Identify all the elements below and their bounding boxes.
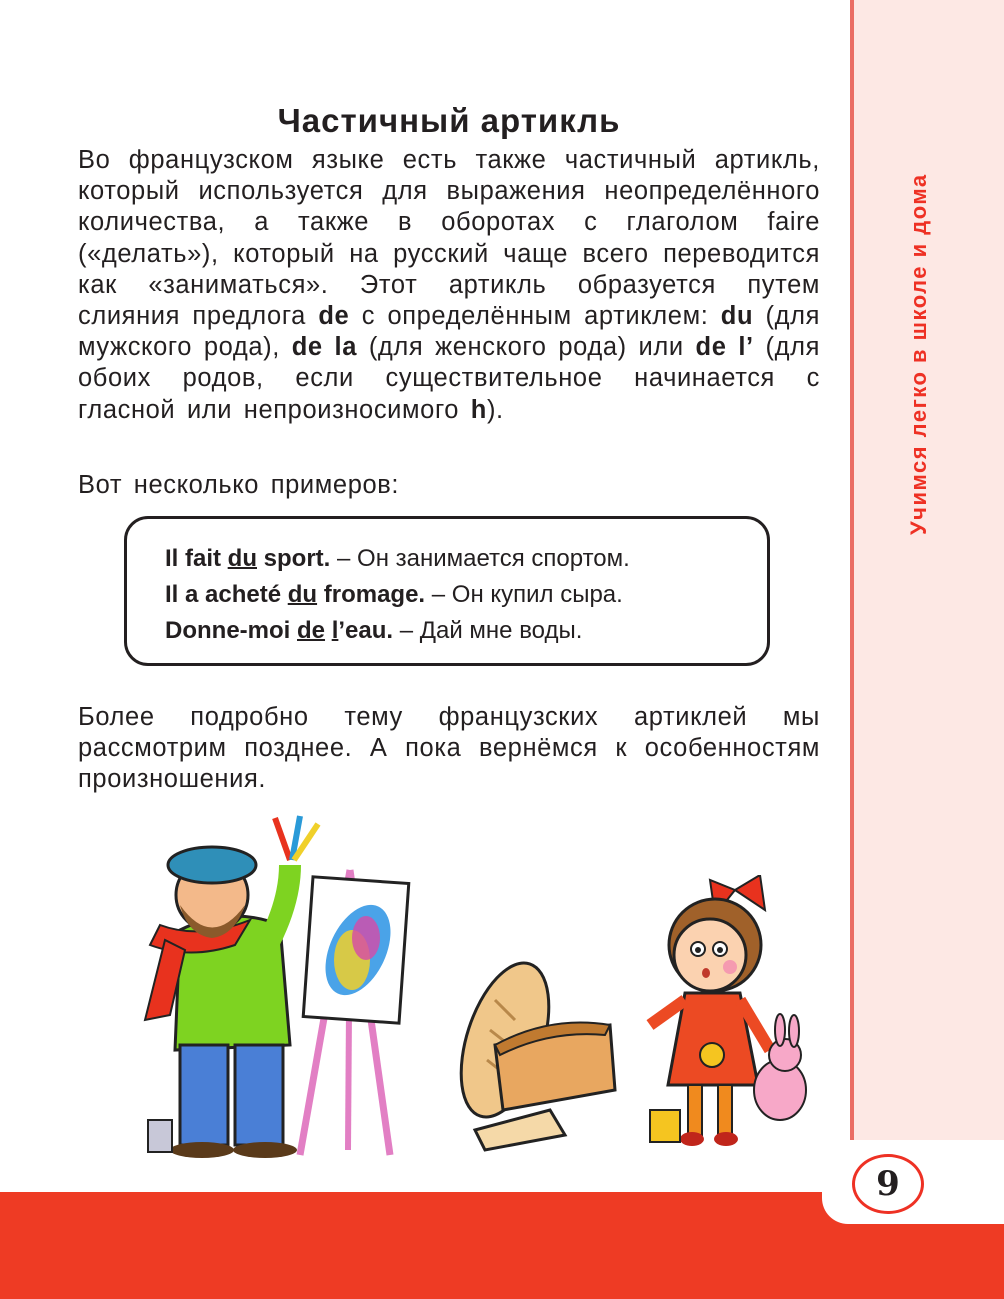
paragraph-text: с определённым артиклем: <box>349 302 721 331</box>
example-line <box>165 613 767 649</box>
intro-paragraph <box>78 145 820 426</box>
example-translation: – Он купил сыра. <box>425 581 623 608</box>
example-french: Donne-moi de l’eau. <box>165 617 394 644</box>
sidebar-band <box>850 0 1004 1140</box>
paragraph-text: ). <box>486 395 504 424</box>
bold-article-term: de l’ <box>695 333 754 362</box>
paragraph-text: (для обоих родов, если существительное начинается с гласной или непроизносимого <box>78 333 821 424</box>
partitive-article: du <box>287 581 318 608</box>
bold-article-term: de <box>318 302 350 331</box>
bold-article-term: du <box>720 302 754 331</box>
example-line <box>165 541 767 577</box>
bold-article-term: h <box>470 395 487 424</box>
sidebar-series-title: Учимся легко в школе и дома <box>906 173 931 535</box>
examples-box <box>124 516 770 666</box>
page-title: Частичный артикль <box>277 102 621 139</box>
partitive-article: de <box>297 617 326 644</box>
example-french: Il fait du sport. <box>165 545 331 572</box>
example-line <box>165 577 767 613</box>
girl-illustration <box>640 875 815 1155</box>
partitive-article: du <box>227 545 257 572</box>
painter-illustration <box>140 810 420 1165</box>
closing-paragraph: Более подробно тему французских артиклей мы рассмотрим позднее. А пока вернёмся к особенностям произношения. <box>78 703 820 794</box>
page-number: 9 <box>852 1154 924 1214</box>
example-french: Il a acheté du fromage. <box>165 581 426 608</box>
partitive-article-elided: l <box>331 617 339 644</box>
paragraph-text: (для мужского рода), <box>78 302 820 362</box>
paragraph-text: (для женского рода) или <box>356 333 696 362</box>
examples-intro: Вот несколько примеров: <box>78 471 400 499</box>
bold-article-term: de la <box>291 333 357 362</box>
paragraph-text: Во французском языке есть также частичный артикль, который используется для выражения неопределённого количества, а также в оборотах с глаголом faire («делать»), который на русский чаще всего переводится как «заниматься». Этот артикль образуется путем слияния предлога <box>78 146 820 331</box>
example-translation: – Дай мне воды. <box>393 617 583 644</box>
example-translation: – Он занимается спортом. <box>330 545 630 572</box>
bread-illustration <box>455 960 625 1155</box>
